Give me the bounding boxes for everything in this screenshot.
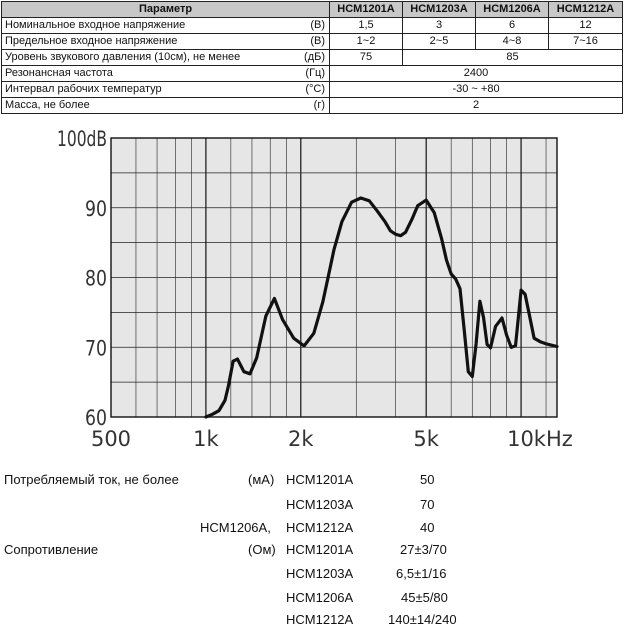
- current-value: 40: [420, 520, 435, 535]
- param-name: Предельное входное напряжение: [2, 34, 290, 50]
- header-model: HCM1206A: [476, 2, 549, 18]
- table-row: [2, 34, 623, 50]
- table-row: [2, 50, 623, 66]
- cell-value: 6: [476, 18, 549, 34]
- header-model: HCM1203A: [403, 2, 476, 18]
- cell-value: 1~2: [330, 34, 403, 50]
- resistance-value: 27±3/70: [400, 542, 447, 557]
- cell-value: 1,5: [330, 18, 403, 34]
- table-header-row: [2, 2, 623, 18]
- param-unit: (Гц): [290, 66, 330, 82]
- table-row: [2, 66, 623, 82]
- cell-value: 85: [403, 50, 623, 66]
- cell-value: -30 ~ +80: [330, 82, 623, 98]
- param-name: Интервал рабочих температур: [2, 82, 290, 98]
- resistance-value: 140±14/240: [388, 612, 457, 627]
- spec-table: [1, 1, 623, 114]
- param-name: Масса, не более: [2, 98, 290, 114]
- header-model: HCM1201A: [330, 2, 403, 18]
- header-param: Параметр: [2, 2, 330, 18]
- model-name: HCM1212A: [286, 520, 354, 535]
- param-unit: (В): [290, 34, 330, 50]
- table-row: [2, 98, 623, 114]
- model-name: HCM1203A: [286, 497, 354, 512]
- param-name: Резонансная частота: [2, 66, 290, 82]
- cell-value: 3: [403, 18, 476, 34]
- model-name: HCM1201A: [286, 542, 354, 557]
- current-unit: (мА): [248, 472, 275, 487]
- current-value: 50: [420, 472, 435, 487]
- param-unit: (°C): [290, 82, 330, 98]
- y-tick-label: 60: [85, 406, 107, 430]
- x-tick-label: 1k: [193, 427, 219, 451]
- resistance-unit: (Ом): [248, 542, 276, 557]
- model-name: HCM1206A,: [200, 520, 271, 535]
- x-tick-label: 500: [90, 427, 132, 451]
- cell-value: 12: [549, 18, 623, 34]
- cell-value: 2400: [330, 66, 623, 82]
- x-tick-label: 2k: [288, 427, 314, 451]
- y-tick-label: 100dB: [57, 130, 107, 151]
- resistance-label: Сопротивление: [4, 542, 99, 557]
- cell-value: 2~5: [403, 34, 476, 50]
- y-tick-label: 90: [85, 196, 107, 221]
- current-value: 70: [420, 497, 435, 512]
- model-name: HCM1212A: [286, 612, 354, 627]
- header-model: HCM1212A: [549, 2, 623, 18]
- cell-value: 7~16: [549, 34, 623, 50]
- resistance-value: 45±5/80: [401, 590, 448, 605]
- cell-value: 4~8: [476, 34, 549, 50]
- x-tick-label: 5k: [413, 427, 439, 451]
- param-unit: (г): [290, 98, 330, 114]
- cell-value: 2: [330, 98, 623, 114]
- param-unit: (дБ): [290, 50, 330, 66]
- resistance-value: 6,5±1/16: [396, 566, 447, 581]
- param-name: Уровень звукового давления (10см), не менее: [2, 50, 290, 66]
- y-tick-label: 80: [85, 266, 107, 291]
- model-name: HCM1201A: [286, 472, 354, 487]
- param-name: Номинальное входное напряжение: [2, 18, 290, 34]
- model-name: HCM1203A: [286, 566, 354, 581]
- frequency-response-chart: [0, 130, 624, 460]
- table-row: [2, 82, 623, 98]
- x-tick-label: 10kHz: [507, 427, 573, 451]
- current-label: Потребляемый ток, не более: [4, 472, 179, 487]
- cell-value: 75: [330, 50, 403, 66]
- param-unit: (В): [290, 18, 330, 34]
- y-tick-label: 70: [85, 336, 107, 361]
- table-row: [2, 18, 623, 34]
- model-name: HCM1206A: [286, 590, 354, 605]
